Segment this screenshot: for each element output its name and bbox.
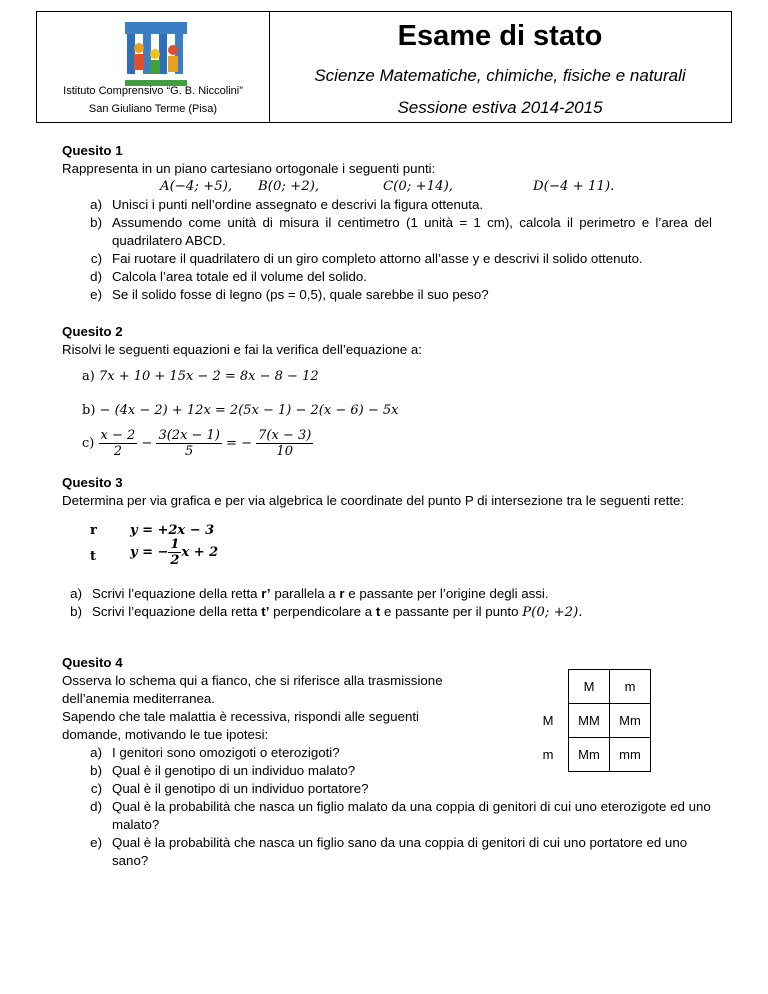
line-r-equation: y = +2x − 3 <box>130 523 215 538</box>
question-3-intro: Determina per via grafica e per via algebrica le coordinate del punto P di intersezione tra le seguenti rette: <box>62 493 685 508</box>
punnett-cell: MM <box>569 704 610 738</box>
list-item: a) I genitori sono omozigoti o eterozigoti? <box>90 745 340 760</box>
line-r-label: r <box>90 523 97 538</box>
question-3-items <box>62 585 742 622</box>
question-2 <box>62 323 712 359</box>
school-place: San Giuliano Terme (Pisa) <box>88 103 218 115</box>
punnett-cell: Mm <box>569 738 610 772</box>
question-4 <box>62 654 462 744</box>
list-item: b) Assumendo come unità di misura il centimetro (1 unità = 1 cm), calcola il perimetro e l’area del quadrilatero ABCD. <box>90 215 712 248</box>
punnett-row-header: M <box>542 713 554 728</box>
question-4-text: domande, motivando le tue ipotesi: <box>62 727 269 742</box>
equation-a: a) 7x + 10 + 15x − 2 = 8x − 8 − 12 <box>82 369 319 384</box>
list-item: c) Fai ruotare il quadrilatero di un giro completo attorno all’asse y e descrivi il solido ottenuto. <box>90 251 643 266</box>
list-item: e) Qual è la probabilità che nasca un figlio sano da una coppia di genitori di cui uno portatore ed uno sano? <box>90 835 688 868</box>
list-item: a) Unisci i punti nell’ordine assegnato e descrivi la figura ottenuta. <box>90 197 484 212</box>
punnett-row-header: m <box>542 747 554 762</box>
school-name: Istituto Comprensivo “G. B. Niccolini” <box>63 85 243 97</box>
equation-b: b) − (4x − 2) + 12x = 2(5x − 1) − 2(x − 6) − 5x <box>82 403 399 418</box>
punnett-square <box>528 669 651 772</box>
point-c: C(0; +14), <box>383 179 454 194</box>
list-item: c) Qual è il genotipo di un individuo portatore? <box>90 781 369 796</box>
exam-cell <box>269 12 731 122</box>
punnett-cell: Mm <box>610 704 651 738</box>
punnett-cell: mm <box>610 738 651 772</box>
question-1-title: Quesito 1 <box>62 143 123 158</box>
question-3-title: Quesito 3 <box>62 475 123 490</box>
points-list <box>62 178 712 196</box>
point-a: A(−4; +5), <box>160 179 233 194</box>
list-item: b) Qual è il genotipo di un individuo malato? <box>90 763 356 778</box>
question-2-intro: Risolvi le seguenti equazioni e fai la verifica dell’equazione a: <box>62 342 422 357</box>
list-item: d) Qual è la probabilità che nasca un figlio malato da una coppia di genitori di cui uno eterozigote ed uno malato? <box>90 799 711 832</box>
list-item: a) Scrivi l’equazione della retta r’ parallela a r e passante per l’origine degli assi. <box>70 586 549 601</box>
punnett-col-header: M <box>569 670 610 704</box>
equation-c: c) $\frac{x - 2}{2}$ − $\frac{3(2x - 1)}{5}$ = − $\frac{7(x - 3)}{10}$ <box>82 428 312 459</box>
list-item: e) Se il solido fosse di legno (ps = 0,5), quale sarebbe il suo peso? <box>90 287 489 302</box>
school-cell <box>37 12 270 122</box>
point-b: B(0; +2), <box>258 179 320 194</box>
point-d: D(−4 + 11). <box>533 179 615 194</box>
question-1-intro: Rappresenta in un piano cartesiano ortogonale i seguenti punti: <box>62 161 436 176</box>
line-t-label: t <box>90 549 97 564</box>
question-4-text: Osserva lo schema qui a fianco, che si riferisce alla trasmissione <box>62 673 443 688</box>
header-box <box>36 11 732 123</box>
punnett-col-header: m <box>610 670 651 704</box>
list-item: b) Scrivi l’equazione della retta t’ perpendicolare a t e passante per il punto P(0; +2). <box>70 604 583 620</box>
question-2-title: Quesito 2 <box>62 324 123 339</box>
exam-title: Esame di stato <box>397 20 603 52</box>
question-4-text: dell’anemia mediterranea. <box>62 691 215 706</box>
question-3 <box>62 474 722 510</box>
question-4-text: Sapendo che tale malattia è recessiva, rispondi alle seguenti <box>62 709 420 724</box>
question-4-title: Quesito 4 <box>62 655 123 670</box>
exam-session: Sessione estiva 2014-2015 <box>397 98 603 117</box>
list-item: d) Calcola l’area totale ed il volume del solido. <box>90 269 367 284</box>
punnett-corner <box>528 670 569 704</box>
line-t-equation: y = − $\frac{1}{2}$ x + 2 <box>130 537 219 568</box>
question-1 <box>62 142 712 304</box>
school-logo <box>125 22 187 88</box>
exam-subject: Scienze Matematiche, chimiche, fisiche e naturali <box>314 66 686 85</box>
